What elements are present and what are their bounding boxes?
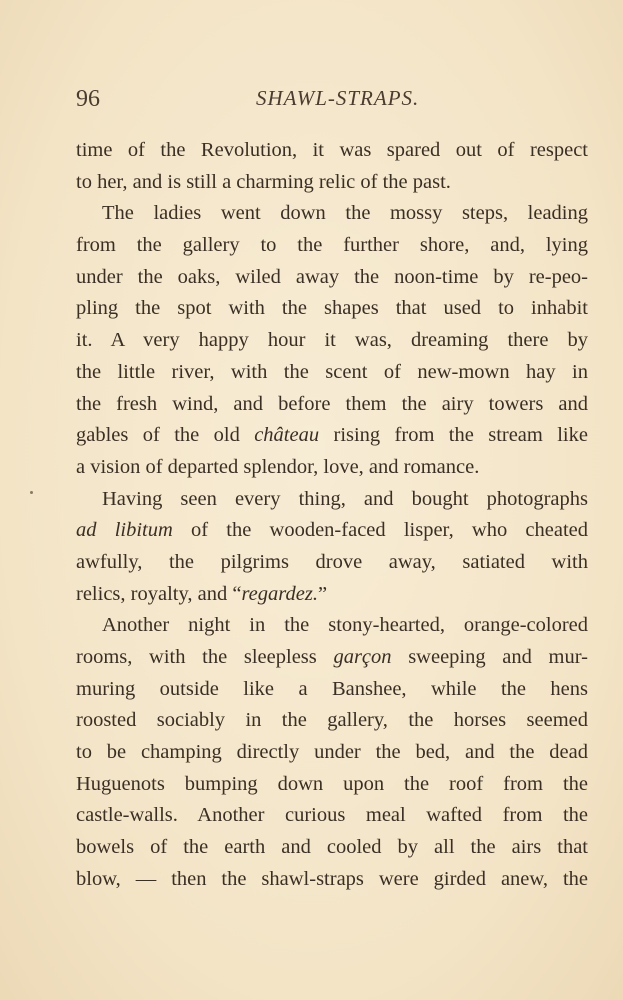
text-line: to be champing directly under the bed, and the dead (76, 741, 588, 764)
text-line: it. A very happy hour it was, dreaming there by (76, 329, 588, 352)
text-line: to her, and is still a charming relic of the past. (76, 170, 451, 193)
italic-word: garçon (333, 646, 392, 668)
text-line: roosted sociably in the gallery, the horses seemed (76, 709, 588, 732)
text-run: ” (317, 582, 328, 605)
text-line: a vision of departed splendor, love, and romance. (76, 455, 480, 478)
text-line: blow, — then the shawl-straps were girded anew, the (76, 867, 588, 890)
text-line: under the oaks, wiled away the noon-time by re-peo- (76, 265, 588, 288)
italic-word: regardez. (241, 582, 318, 605)
body-text (76, 135, 588, 896)
text-line: awfully, the pilgrims drove away, satiated with (76, 550, 588, 573)
page-number: 96 (76, 86, 100, 112)
text-line: the little river, with the scent of new-mown hay in (76, 360, 588, 383)
page-header (76, 86, 588, 116)
paper-speck (30, 491, 33, 494)
text-run: rising from the stream like (319, 424, 588, 447)
text-run: gables of the old (76, 424, 255, 447)
text-line: Huguenots bumping down upon the roof from the (76, 772, 588, 795)
italic-word: château (254, 424, 320, 447)
text-line: muring outside like a Banshee, while the hens (76, 677, 588, 700)
text-line (76, 642, 588, 674)
running-head: SHAWL-STRAPS. (256, 86, 420, 110)
text-line (76, 579, 588, 611)
italic-word: ad libitum (76, 519, 173, 542)
text-line: pling the spot with the shapes that used to inhabit (76, 297, 588, 320)
text-line: from the gallery to the further shore, and, lying (76, 234, 588, 257)
text-line: castle-walls. Another curious meal wafted from the (76, 804, 588, 827)
text-line (76, 420, 588, 452)
text-run: of the wooden-faced lisper, who cheated (172, 519, 588, 542)
text-run: relics, royalty, and “ (76, 582, 242, 605)
text-line: time of the Revolution, it was spared out of respect (76, 139, 588, 161)
text-line: Another night in the stony-hearted, orange-colored (102, 614, 588, 637)
text-line: bowels of the earth and cooled by all the airs that (76, 836, 588, 859)
text-run: sweeping and mur- (391, 646, 588, 668)
text-line: The ladies went down the mossy steps, leading (102, 202, 588, 225)
text-line (76, 515, 588, 547)
text-line: the fresh wind, and before them the airy towers and (76, 392, 588, 415)
text-run: rooms, with the sleepless (76, 646, 334, 668)
text-line: Having seen every thing, and bought photographs (102, 487, 588, 510)
